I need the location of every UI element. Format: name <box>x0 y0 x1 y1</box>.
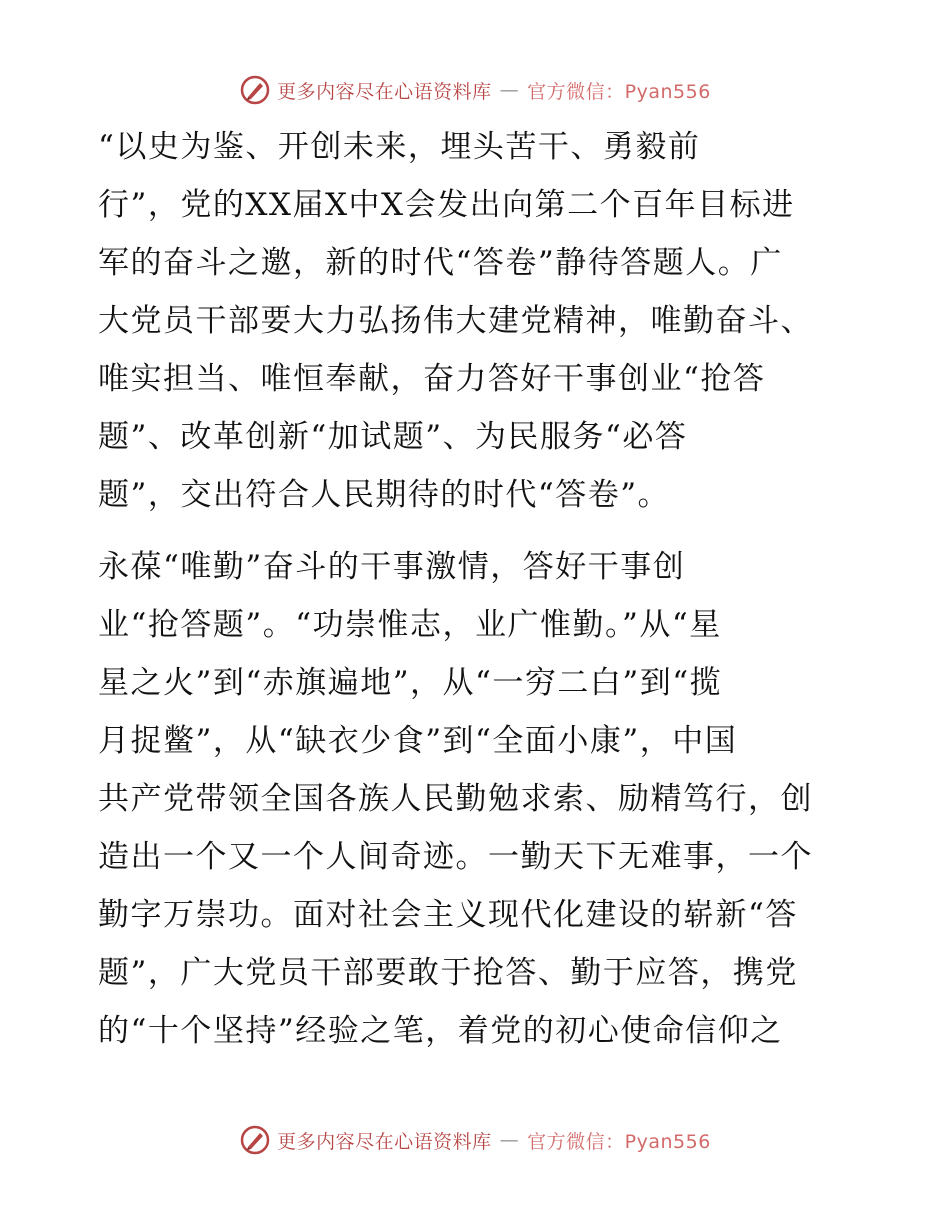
banner-inner <box>239 1124 711 1156</box>
pen-logo-icon <box>239 1124 271 1156</box>
banner-site-text: 更多内容尽在心语资料库 <box>277 80 492 103</box>
paragraph-1 <box>98 118 858 524</box>
text-line: 行”，党的XX届X中X会发出向第二个百年目标进 <box>98 187 795 223</box>
text-line: 星之火”到“赤旗遍地”，从“一穷二白”到“揽 <box>98 665 723 701</box>
text-line: 唯实担当、唯恒奉献，奋力答好干事创业“抢答 <box>98 361 766 397</box>
document-body <box>98 118 858 1060</box>
text-line: 勤字万崇功。面对社会主义现代化建设的崭新“答 <box>98 897 798 933</box>
text-line: 大党员干部要大力弘扬伟大建党精神，唯勤奋斗、 <box>98 303 813 339</box>
text-line: 造出一个又一个人间奇迹。一勤天下无难事，一个 <box>98 839 813 875</box>
paragraph-2 <box>98 538 858 1060</box>
text-line: “以史为鉴、开创未来，埋头苦干、勇毅前 <box>98 129 701 165</box>
text-line: 的“十个坚持”经验之笔，着党的初心使命信仰之 <box>98 1013 783 1049</box>
text-line: 题”，广大党员干部要敢于抢答、勤于应答，携党 <box>98 955 798 991</box>
banner-separator: — <box>499 79 520 101</box>
banner-wechat-text: 官方微信：Pyan556 <box>527 1130 711 1153</box>
text-line: 月捉鳖”，从“缺衣少食”到“全面小康”，中国 <box>98 723 738 759</box>
banner-inner <box>239 74 711 106</box>
footer-banner <box>0 1120 950 1160</box>
text-line: 题”，交出符合人民期待的时代“答卷”。 <box>98 477 671 513</box>
text-line: 业“抢答题”。“功崇惟志，业广惟勤。”从“星 <box>98 607 722 643</box>
banner-wechat-text: 官方微信：Pyan556 <box>527 80 711 103</box>
header-banner <box>0 70 950 110</box>
pen-logo-icon <box>239 74 271 106</box>
banner-separator: — <box>499 1129 520 1151</box>
text-line: 军的奋斗之邀，新的时代“答卷”静待答题人。广 <box>98 245 783 281</box>
text-line: 共产党带领全国各族人民勤勉求索、励精笃行，创 <box>98 781 813 817</box>
banner-site-text: 更多内容尽在心语资料库 <box>277 1130 492 1153</box>
text-line: 永葆“唯勤”奋斗的干事激情，答好干事创 <box>98 549 686 585</box>
text-line: 题”、改革创新“加试题”、为民服务“必答 <box>98 419 688 455</box>
